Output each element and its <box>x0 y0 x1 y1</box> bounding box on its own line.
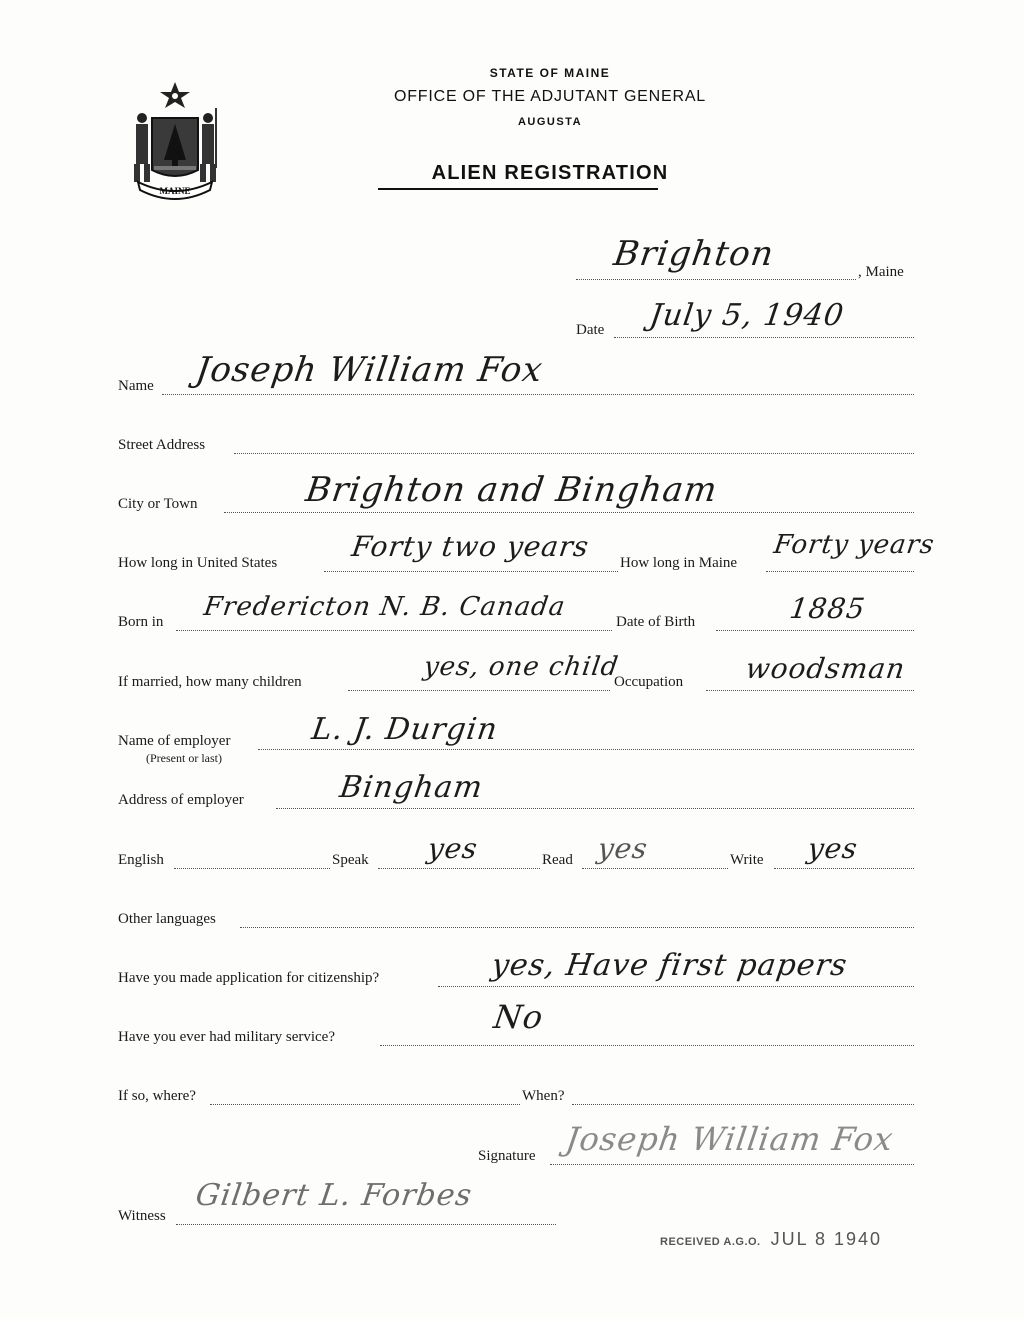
speak-line <box>378 868 540 869</box>
witness-value: Gilbert L. Forbes <box>193 1178 475 1213</box>
when-line <box>572 1104 914 1105</box>
write-line <box>774 868 914 869</box>
date-of-birth-label: Date of Birth <box>616 614 696 630</box>
citizenship-line <box>438 986 914 987</box>
married-line <box>348 690 610 691</box>
signature-value: Joseph William Fox <box>563 1120 897 1158</box>
how-long-us-value: Forty two years <box>349 530 592 563</box>
city-line <box>224 512 914 513</box>
read-line <box>582 868 728 869</box>
citizenship-label: Have you made application for citizenship? <box>118 970 380 986</box>
how-long-us-label: How long in United States <box>118 555 278 571</box>
form-title: ALIEN REGISTRATION <box>431 162 669 184</box>
english-label: English <box>118 852 164 868</box>
read-value: yes <box>595 832 651 865</box>
read-label: Read <box>542 852 573 868</box>
write-label: Write <box>730 852 764 868</box>
witness-label: Witness <box>118 1208 166 1224</box>
city-heading: AUGUSTA <box>517 116 583 128</box>
how-long-maine-line <box>766 571 914 572</box>
signature-line <box>550 1164 914 1165</box>
other-languages-line <box>240 927 914 928</box>
employer-sub-label: (Present or last) <box>146 751 222 765</box>
date-line <box>614 337 914 338</box>
occupation-label: Occupation <box>614 674 684 690</box>
born-in-value: Fredericton N. B. Canada <box>201 592 568 622</box>
how-long-us-line <box>324 571 618 572</box>
born-in-label: Born in <box>118 614 164 630</box>
town-line <box>576 279 856 280</box>
employer-address-line <box>276 808 914 809</box>
citizenship-value: yes, Have first papers <box>489 948 850 983</box>
signature-label: Signature <box>478 1148 536 1164</box>
occupation-line <box>706 690 914 691</box>
stamp-date: JUL 8 1940 <box>770 1229 883 1249</box>
how-long-maine-label: How long in Maine <box>620 555 738 571</box>
name-value: Joseph William Fox <box>193 350 546 390</box>
write-value: yes <box>805 832 861 865</box>
date-of-birth-line <box>716 630 914 631</box>
date-of-birth-value: 1885 <box>787 592 868 625</box>
married-value: yes, one child <box>421 652 621 682</box>
svg-text:MAINE: MAINE <box>159 186 191 196</box>
state-heading: STATE OF MAINE <box>489 66 611 80</box>
maine-seal-icon <box>124 78 226 202</box>
occupation-value: woodsman <box>743 652 908 685</box>
title-underline <box>378 188 658 190</box>
date-value: July 5, 1940 <box>647 298 847 333</box>
city-value: Brighton and Bingham <box>303 470 721 510</box>
street-label: Street Address <box>118 437 206 453</box>
military-value: No <box>491 998 546 1036</box>
office-heading: OFFICE OF THE ADJUTANT GENERAL <box>393 88 707 105</box>
name-line <box>162 394 914 395</box>
when-label: When? <box>522 1088 565 1104</box>
english-line <box>174 868 330 869</box>
stamp-prefix: RECEIVED A.G.O. <box>660 1236 761 1248</box>
military-label: Have you ever had military service? <box>118 1029 335 1045</box>
street-line <box>234 453 914 454</box>
married-label: If married, how many children <box>118 674 302 690</box>
other-languages-label: Other languages <box>118 911 216 927</box>
city-label: City or Town <box>118 496 198 512</box>
speak-value: yes <box>425 832 481 865</box>
name-label: Name <box>118 378 154 394</box>
employer-address-value: Bingham <box>337 770 486 805</box>
employer-label: Name of employer <box>118 733 231 749</box>
date-label: Date <box>576 322 605 338</box>
speak-label: Speak <box>332 852 369 868</box>
where-label: If so, where? <box>118 1088 196 1104</box>
where-line <box>210 1104 520 1105</box>
born-in-line <box>176 630 612 631</box>
town-value: Brighton <box>611 234 777 274</box>
received-stamp <box>660 1229 882 1250</box>
maine-label: , Maine <box>858 264 904 280</box>
employer-line <box>258 749 914 750</box>
military-line <box>380 1045 914 1046</box>
how-long-maine-value: Forty years <box>771 530 937 560</box>
witness-line <box>176 1224 556 1225</box>
employer-address-label: Address of employer <box>118 792 244 808</box>
employer-value: L. J. Durgin <box>309 712 501 747</box>
